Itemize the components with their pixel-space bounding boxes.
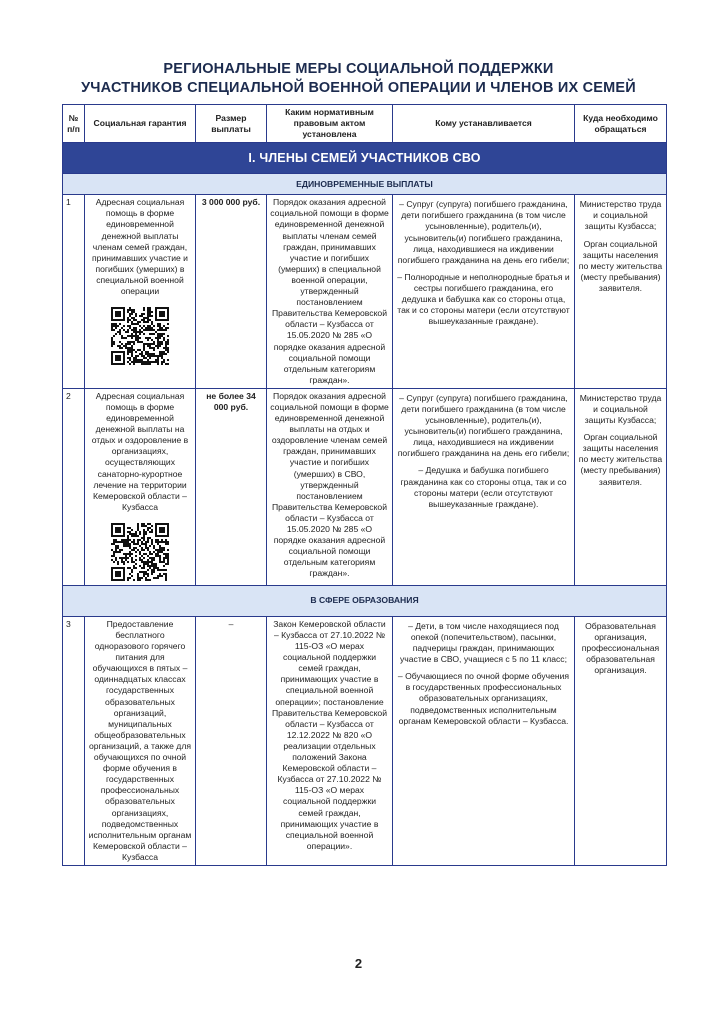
amount-cell: 3 000 000 руб. [196, 195, 267, 389]
where-item: Орган социальной защиты населения по месту жительства (месту пребывания) заявителя. [578, 238, 663, 293]
where-cell [575, 616, 667, 865]
qr-code-icon[interactable] [111, 523, 169, 581]
guarantee-cell [85, 388, 196, 585]
guarantee-text: Адресная социальная помощь в форме единовременной денежной выплаты членам семей граждан, принимавших участие и погибших (умерших) в специальной военной операции [92, 197, 188, 297]
who-item: – Полнородные и неполнородные братья и сестры погибшего гражданина, его дедушка и бабушка как со стороны отца, так и со стороны матери (если отсутствуют вышеуказанные граждане). [397, 271, 570, 327]
header-who: Кому устанавливается [393, 105, 575, 143]
title-line-1: РЕГИОНАЛЬНЫЕ МЕРЫ СОЦИАЛЬНОЙ ПОДДЕРЖКИ [163, 61, 554, 77]
who-item: – Дети, в том числе находящиеся под опекой (попечительством), пасынки, падчерицы граждан, принимающих участие в СВО, учащиеся с 5 по 11 класс; [400, 620, 567, 665]
guarantee-cell [85, 195, 196, 389]
table-row [63, 616, 667, 865]
where-item: Образовательная организация, профессиональная образовательная организация. [581, 620, 660, 676]
where-item: Министерство труда и социальной защиты Кузбасса; [579, 199, 662, 232]
guarantee-text: Адресная социальная помощь в форме единовременной денежной выплаты на отдых и оздоровление в организациях, осуществляющих санаторно-курортное лечение на территории Кемеровской области – Кузбасса [91, 390, 189, 512]
subsection-heading-education: В СФЕРЕ ОБРАЗОВАНИЯ [63, 585, 667, 616]
subsection-row [63, 174, 667, 195]
act-cell: Порядок оказания адресной социальной помощи в форме единовременной денежной выплаты на отдых и оздоровление членам семей граждан, принимавших участие и погибших (умерших) в СВО, утвержденный постановлением Правительства Кемеровской области – Кузбасса от 15.05.2020 № 285 «О порядке оказания адресной социальной помощи отдельным категориям граждан». [267, 388, 393, 585]
where-item: Министерство труда и социальной защиты Кузбасса; [579, 392, 662, 426]
act-cell: Порядок оказания адресной социальной помощи в форме единовременной денежной выплаты членам семей граждан, принимавших участие и погибших (умерших) в специальной военной операции, утвержденный постановлением Правительства Кемеровской области – Кузбасса от 15.05.2020 № 285 «О порядке оказания адресной социальной помощи отдельным категориям граждан». [267, 195, 393, 389]
table-header-row [63, 105, 667, 143]
amount-cell: – [196, 616, 267, 865]
who-item: – Дедушка и бабушка погибшего гражданина как со стороны отца, так и со стороны матери (если отсутствуют вышеуказанные граждане). [400, 465, 567, 509]
where-cell [575, 388, 667, 585]
where-item: Орган социальной защиты населения по месту жительства (месту пребывания) заявителя. [578, 432, 663, 487]
header-where: Куда необходимо обращаться [575, 105, 667, 143]
table-row [63, 195, 667, 389]
header-guarantee: Социальная гарантия [85, 105, 196, 143]
page-number: 2 [354, 956, 363, 971]
where-cell [575, 195, 667, 389]
row-number: 3 [63, 616, 85, 865]
guarantee-cell: Предоставление бесплатного одноразового горячего питания для обучающихся в пятых – одиннадцатых классах государственных образовательных организаций, муниципальных общеобразовательных организаций, а также для обучающихся по очной форме обучения в государственных профессиональных образовательных организациях, подведомственных исполнительным органам Кемеровской области – Кузбасса [85, 616, 196, 865]
title-line-2: УЧАСТНИКОВ СПЕЦИАЛЬНОЙ ВОЕННОЙ ОПЕРАЦИИ И ЧЛЕНОВ ИХ СЕМЕЙ [81, 80, 636, 96]
who-item: – Супруг (супруга) погибшего гражданина, дети погибшего гражданина (в том числе усыновленные), родитель(и), усыновитель(и) погибшего гражданина, лица, находившиеся на иждивении погибшего гражданина на день его гибели; [397, 199, 570, 265]
row-number: 2 [63, 388, 85, 585]
amount-cell: не более 34 000 руб. [196, 388, 267, 585]
page-title [40, 60, 677, 98]
subsection-heading-payments: ЕДИНОВРЕМЕННЫЕ ВЫПЛАТЫ [63, 174, 667, 195]
table-row [63, 388, 667, 585]
header-num: № п/п [63, 105, 85, 143]
qr-code-icon[interactable] [111, 307, 169, 365]
section-heading: I. ЧЛЕНЫ СЕМЕЙ УЧАСТНИКОВ СВО [63, 143, 667, 174]
who-item: – Супруг (супруга) погибшего гражданина, дети погибшего гражданина (в том числе усыновленные), родитель(и), усыновитель(и) погибшего гражданина, лица, находившиеся на иждивении погибшего гражданина на день его гибели; [397, 392, 570, 459]
header-amount: Размер выплаты [196, 105, 267, 143]
who-item: – Обучающиеся по очной форме обучения в государственных профессиональных образовательных организациях, подведомственных исполнительным органам Кемеровской области – Кузбасса. [397, 671, 570, 726]
header-act: Каким нормативным правовым актом установлена [267, 105, 393, 143]
who-cell [393, 388, 575, 585]
subsection-row [63, 585, 667, 616]
row-number: 1 [63, 195, 85, 389]
support-measures-table [62, 104, 667, 866]
section-heading-row [63, 143, 667, 174]
act-cell: Закон Кемеровской области – Кузбасса от 27.10.2022 № 115-ОЗ «О мерах социальной поддержки семей граждан, принимающих участие в специальной военной операции»; постановление Правительства Кемеровской области – Кузбасса от 12.12.2022 № 820 «О реализации отдельных положений Закона Кемеровской области – Кузбасса от 27.10.2022 № 115-ОЗ «О мерах социальной поддержки семей граждан, принимающих участие в специальной военной операции». [267, 616, 393, 865]
who-cell [393, 616, 575, 865]
who-cell [393, 195, 575, 389]
